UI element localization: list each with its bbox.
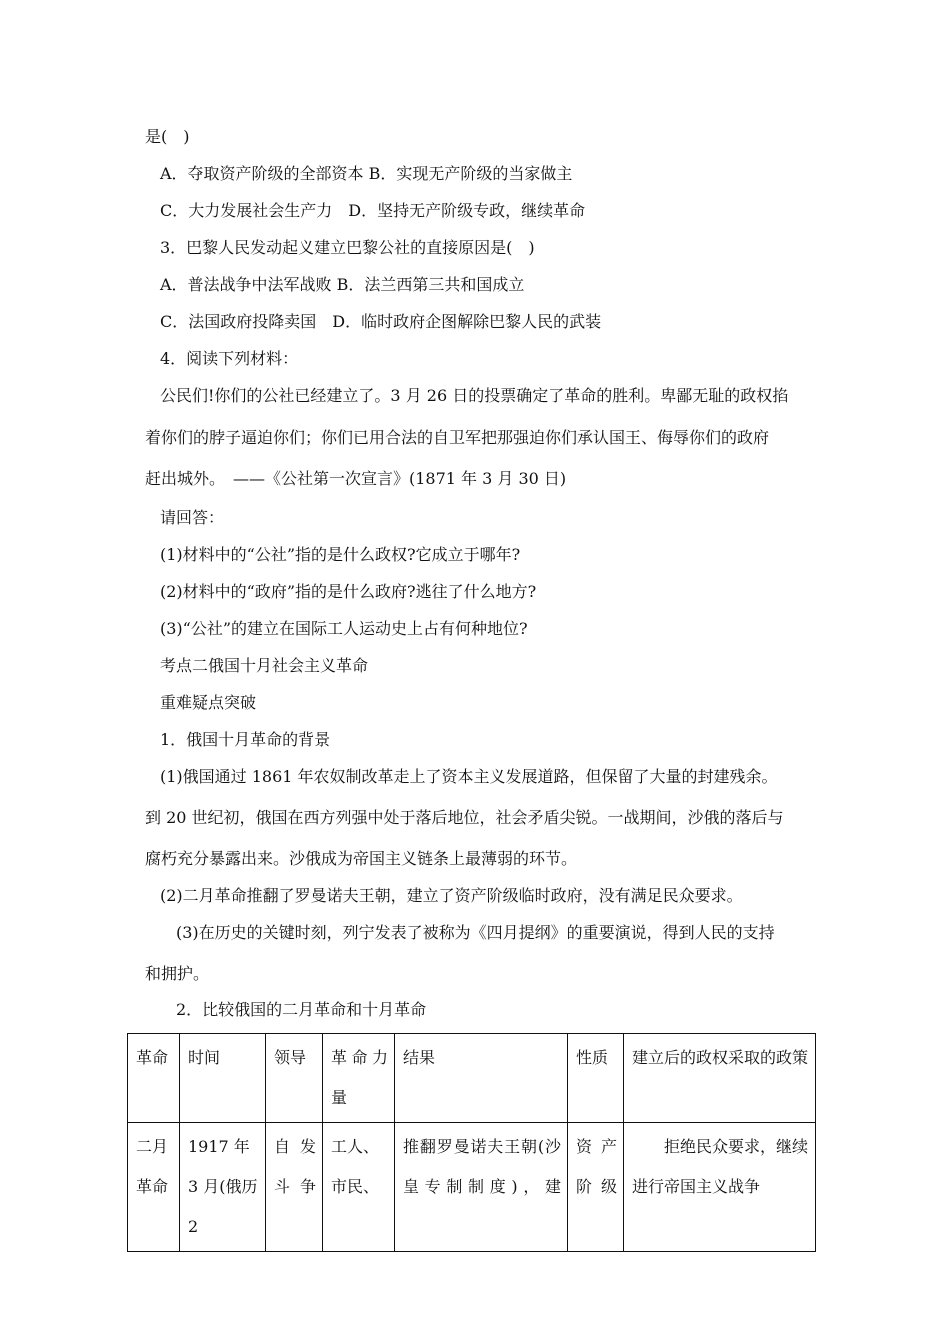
body-line: 腐朽充分暴露出来。沙俄成为帝国主义链条上最薄弱的环节。 [145, 849, 578, 868]
table-header-cell: 领导 [266, 1034, 323, 1123]
table-header-cell: 建立后的政权采取的政策 [624, 1034, 816, 1123]
sub-question-line: (2)材料中的“政府”指的是什么政府?逃往了什么地方? [160, 582, 537, 601]
point-heading: 2．比较俄国的二月革命和十月革命 [176, 1000, 427, 1019]
point-heading: 1．俄国十月革命的背景 [160, 730, 331, 749]
table-cell: 资产阶级 [568, 1123, 624, 1252]
table-header-cell: 革命 [128, 1034, 180, 1123]
table-row [128, 1123, 816, 1252]
material-line: 着你们的脖子逼迫你们；你们已用合法的自卫军把那强迫你们承认国王、侮辱你们的政府 [145, 428, 770, 447]
table-cell: 推翻罗曼诺夫王朝(沙皇专制制度)，建 [395, 1123, 568, 1252]
body-line: 和拥护。 [145, 964, 210, 983]
table-header-cell: 革命力量 [323, 1034, 395, 1123]
text-line: 请回答： [160, 508, 225, 527]
body-line: (2)二月革命推翻了罗曼诺夫王朝，建立了资产阶级临时政府，没有满足民众要求。 [160, 886, 743, 905]
comparison-table [127, 1033, 816, 1252]
option-line: C．法国政府投降卖国 D．临时政府企图解除巴黎人民的武装 [160, 312, 602, 331]
body-line: (1)俄国通过 1861 年农奴制改革走上了资本主义发展道路，但保留了大量的封建残余。 [160, 767, 778, 786]
section-subheading: 重难疑点突破 [160, 693, 257, 712]
table-header-cell: 时间 [180, 1034, 266, 1123]
material-source-line: 赶出城外。 ——《公社第一次宣言》(1871 年 3 月 30 日) [145, 469, 567, 488]
text-line: 是( ) [145, 127, 190, 146]
table-header-cell: 性质 [568, 1034, 624, 1123]
question-line: 3．巴黎人民发动起义建立巴黎公社的直接原因是( ) [160, 238, 535, 257]
table-cell: 拒绝民众要求，继续进行帝国主义战争 [624, 1123, 816, 1252]
question-line: 4．阅读下列材料： [160, 349, 299, 368]
option-line: A．普法战争中法军战败 B．法兰西第三共和国成立 [160, 275, 525, 294]
option-line: C．大力发展社会生产力 D．坚持无产阶级专政，继续革命 [160, 201, 586, 220]
material-line: 公民们!你们的公社已经建立了。3 月 26 日的投票确定了革命的胜利。卑鄙无耻的政权掐 [160, 386, 789, 405]
sub-question-line: (3)“公社”的建立在国际工人运动史上占有何种地位? [160, 619, 528, 638]
table-header-cell: 结果 [395, 1034, 568, 1123]
section-heading: 考点二俄国十月社会主义革命 [160, 656, 369, 675]
table-header-row [128, 1034, 816, 1123]
body-line: 到 20 世纪初，俄国在西方列强中处于落后地位，社会矛盾尖锐。一战期间，沙俄的落后与 [145, 808, 784, 827]
table-cell: 工人、市民、 [323, 1123, 395, 1252]
sub-question-line: (1)材料中的“公社”指的是什么政权?它成立于哪年? [160, 545, 521, 564]
body-line: (3)在历史的关键时刻，列宁发表了被称为《四月提纲》的重要演说，得到人民的支持 [176, 923, 775, 942]
table-cell: 自发斗争 [266, 1123, 323, 1252]
table-cell: 1917 年 3 月(俄历 2 [180, 1123, 266, 1252]
table-cell: 二月革命 [128, 1123, 180, 1252]
option-line: A．夺取资产阶级的全部资本 B．实现无产阶级的当家做主 [160, 164, 573, 183]
